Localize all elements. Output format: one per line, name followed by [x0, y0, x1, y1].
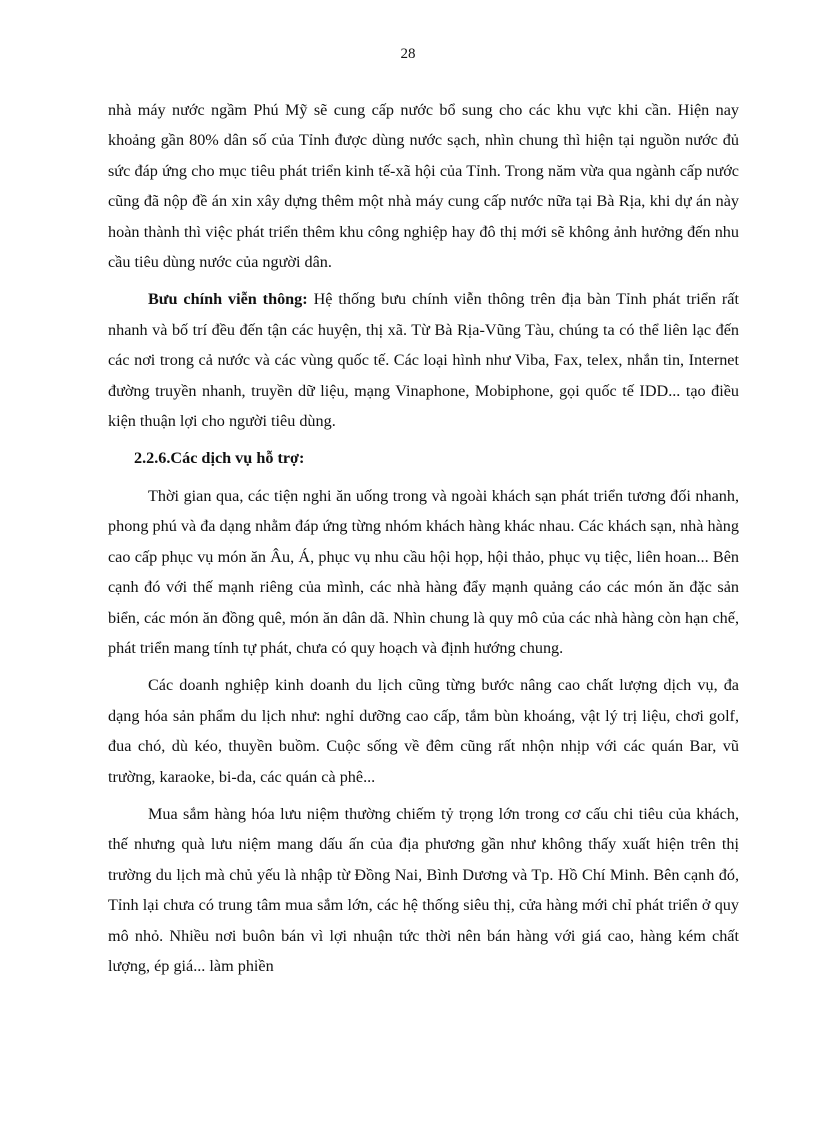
section-heading: 2.2.6.Các dịch vụ hỗ trợ: [134, 449, 305, 468]
document-body [108, 95, 739, 988]
paragraph-souvenirs: Mua sắm hàng hóa lưu niệm thường chiếm tỷ trọng lớn trong cơ cấu chi tiêu của khách, thế nhưng quà lưu niệm mang dấu ấn của địa phương gần như không thấy xuất hiện trên thị trường du lịch mà chủ yếu là nhập từ Đồng Nai, Bình Dương và Tp. Hồ Chí Minh. Bên cạnh đó, Tỉnh lại chưa có trung tâm mua sắm lớn, các hệ thống siêu thị, cửa hàng mới chỉ phát triển ở quy mô nhỏ. Nhiều nơi buôn bán vì lợi nhuận tức thời nên bán hàng với giá cao, hàng kém chất lượng, ép giá... làm phiền [108, 804, 739, 975]
page-number: 28 [400, 46, 416, 62]
paragraph-dining: Thời gian qua, các tiện nghi ăn uống trong và ngoài khách sạn phát triển tương đối nhanh, phong phú và đa dạng nhằm đáp ứng từng nhóm khách hàng khác nhau. Các khách sạn, nhà hàng cao cấp phục vụ món ăn Âu, Á, phục vụ nhu cầu hội họp, hội thảo, phục vụ tiệc, liên hoan... Bên cạnh đó với thế mạnh riêng của mình, các nhà hàng đẩy mạnh quảng cáo các món ăn đặc sản biển, các món ăn đồng quê, món ăn dân dã. Nhìn chung là quy mô của các nhà hàng còn hạn chế, phát triển mang tính tự phát, chưa có quy hoạch và định hướng chung. [108, 486, 739, 657]
telecom-lead-text: Bưu chính viễn thông: [148, 290, 308, 309]
paragraph-telecom [108, 284, 739, 436]
paragraph-water-supply: nhà máy nước ngầm Phú Mỹ sẽ cung cấp nước bổ sung cho các khu vực khi cần. Hiện nay khoảng gần 80% dân số của Tỉnh được dùng nước sạch, nhìn chung thì hiện tại nguồn nước đủ sức đáp ứng cho mục tiêu phát triển kinh tế-xã hội của Tỉnh. Trong năm vừa qua ngành cấp nước cũng đã nộp đề án xin xây dựng thêm một nhà máy cung cấp nước nữa tại Bà Rịa, khi dự án này hoàn thành thì việc phát triển thêm khu công nghiệp hay đô thị mới sẽ không ảnh hưởng đến nhu cầu tiêu dùng nước của người dân. [108, 101, 739, 272]
paragraph-tourism-services: Các doanh nghiệp kinh doanh du lịch cũng từng bước nâng cao chất lượng dịch vụ, đa dạng hóa sản phẩm du lịch như: nghỉ dưỡng cao cấp, tắm bùn khoáng, vật lý trị liệu, chơi golf, đua chó, dù kéo, thuyền buồm. Cuộc sống về đêm cũng rất nhộn nhịp với các quán Bar, vũ trường, karaoke, bi-da, các quán cà phê... [108, 676, 739, 786]
telecom-body-text: Hệ thống bưu chính viễn thông trên địa bàn Tỉnh phát triển rất nhanh và bố trí đều đến tận các huyện, thị xã. Từ Bà Rịa-Vũng Tàu, chúng ta có thể liên lạc đến các nơi trong cả nước và các vùng quốc tế. Các loại hình như Viba, Fax, telex, nhắn tin, Internet đường truyền nhanh, truyền dữ liệu, mạng Vinaphone, Mobiphone, gọi quốc tế IDD... tạo điều kiện thuận lợi cho người tiêu dùng. [108, 290, 739, 431]
